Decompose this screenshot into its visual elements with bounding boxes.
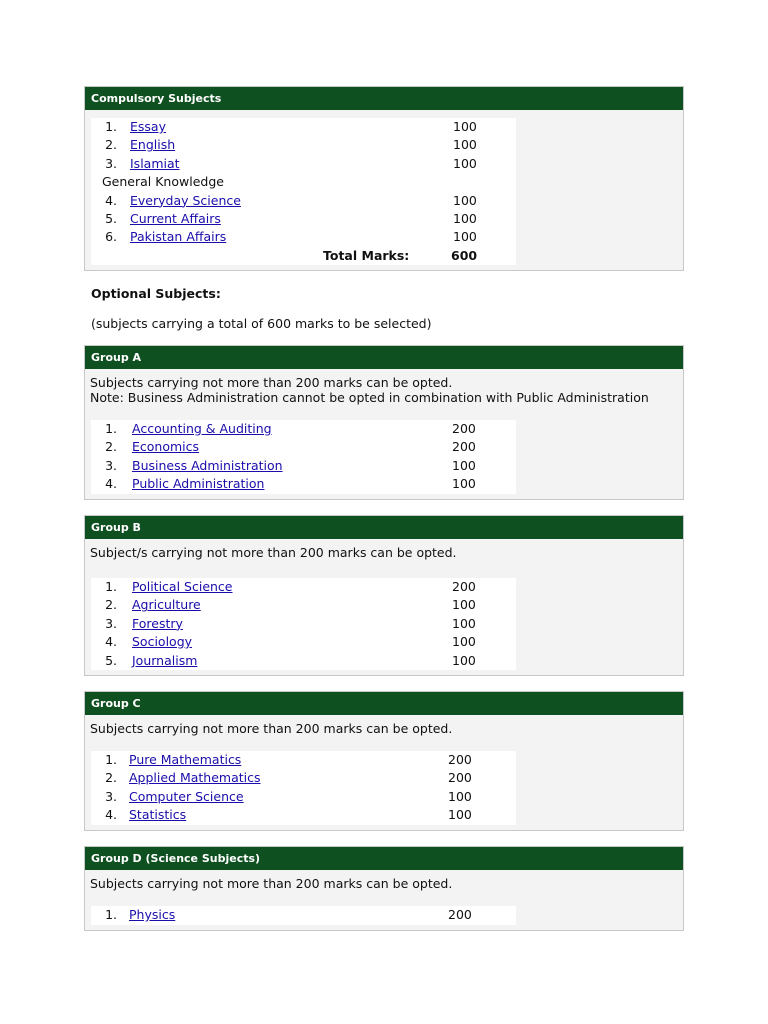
item-marks: 100 — [453, 192, 477, 208]
list-item — [91, 633, 516, 651]
item-marks: 100 — [452, 457, 476, 473]
group-b-note: Subject/s carrying not more than 200 marks can be opted. — [90, 545, 457, 560]
subject-link-sociology[interactable]: Sociology — [132, 634, 193, 650]
group-c-header: Group C — [85, 692, 683, 715]
subject-link-statistics[interactable]: Statistics — [129, 807, 187, 823]
compulsory-subjects-list — [91, 118, 516, 265]
item-marks: 100 — [452, 634, 476, 650]
subject-link-physics[interactable]: Physics — [129, 907, 176, 922]
group-a-panel — [84, 345, 684, 500]
list-item — [91, 192, 516, 210]
compulsory-subjects-panel — [84, 86, 684, 271]
group-c-list — [91, 751, 516, 825]
group-d-header: Group D (Science Subjects) — [85, 847, 683, 870]
item-number: 2. — [105, 439, 117, 455]
total-row — [91, 247, 516, 265]
item-number: 1. — [105, 752, 117, 767]
item-number: 5. — [105, 210, 117, 226]
group-b-panel — [84, 515, 684, 676]
subject-link-pure-mathematics[interactable]: Pure Mathematics — [129, 752, 242, 767]
list-item — [91, 210, 516, 228]
group-b-list — [91, 578, 516, 670]
subject-link-islamiat[interactable]: Islamiat — [130, 155, 180, 171]
general-knowledge-label: General Knowledge — [102, 174, 224, 190]
list-item — [91, 155, 516, 173]
group-d-list — [91, 906, 516, 925]
list-item — [91, 438, 516, 456]
item-marks: 200 — [452, 579, 476, 594]
group-d-panel — [84, 846, 684, 931]
subject-link-forestry[interactable]: Forestry — [132, 615, 183, 631]
item-number: 4. — [105, 192, 117, 208]
list-item — [91, 788, 516, 806]
subject-link-current-affairs[interactable]: Current Affairs — [130, 210, 221, 226]
list-item — [91, 615, 516, 633]
total-marks-value: 600 — [451, 247, 478, 263]
total-marks-label: Total Marks: — [323, 247, 410, 263]
list-item — [91, 136, 516, 154]
list-subheading — [91, 173, 516, 191]
item-marks: 100 — [453, 137, 477, 153]
list-item — [91, 906, 516, 924]
item-marks: 100 — [452, 476, 476, 492]
item-marks: 100 — [453, 119, 477, 134]
item-marks: 100 — [453, 210, 477, 226]
compulsory-subjects-header: Compulsory Subjects — [85, 87, 683, 110]
group-a-list — [91, 420, 516, 494]
optional-subjects-subheading: (subjects carrying a total of 600 marks to be selected) — [91, 316, 432, 331]
subject-link-english[interactable]: English — [130, 137, 176, 153]
subject-link-applied-mathematics[interactable]: Applied Mathematics — [129, 770, 261, 786]
optional-subjects-heading: Optional Subjects: — [91, 286, 221, 301]
item-marks: 200 — [448, 770, 472, 786]
subject-link-computer-science[interactable]: Computer Science — [129, 788, 244, 804]
subject-link-public-administration[interactable]: Public Administration — [132, 476, 265, 492]
list-item — [91, 420, 516, 438]
list-item — [91, 769, 516, 787]
item-marks: 200 — [448, 752, 472, 767]
subject-link-agriculture[interactable]: Agriculture — [132, 597, 201, 613]
item-marks: 100 — [453, 155, 477, 171]
item-number: 1. — [105, 421, 117, 436]
subject-link-economics[interactable]: Economics — [132, 439, 200, 455]
group-b-header: Group B — [85, 516, 683, 539]
item-number: 3. — [105, 615, 117, 631]
list-item — [91, 652, 516, 670]
item-number: 1. — [105, 907, 117, 922]
item-number: 2. — [105, 597, 117, 613]
subject-link-accounting-auditing[interactable]: Accounting & Auditing — [132, 421, 272, 436]
subject-link-everyday-science[interactable]: Everyday Science — [130, 192, 241, 208]
list-item — [91, 578, 516, 596]
subject-link-journalism[interactable]: Journalism — [132, 652, 198, 668]
list-item — [91, 118, 516, 136]
item-number: 1. — [105, 119, 117, 134]
item-number: 2. — [105, 770, 117, 786]
item-number: 4. — [105, 476, 117, 492]
group-c-panel — [84, 691, 684, 831]
item-number: 2. — [105, 137, 117, 153]
group-d-note: Subjects carrying not more than 200 marks can be opted. — [90, 876, 453, 891]
item-number: 5. — [105, 652, 117, 668]
item-marks: 200 — [448, 907, 472, 922]
item-marks: 100 — [448, 788, 472, 804]
item-number: 4. — [105, 634, 117, 650]
list-item — [91, 228, 516, 246]
item-marks: 100 — [452, 652, 476, 668]
group-a-header: Group A — [85, 346, 683, 369]
group-c-note: Subjects carrying not more than 200 marks can be opted. — [90, 721, 453, 736]
subject-link-essay[interactable]: Essay — [130, 119, 166, 134]
item-marks: 100 — [448, 807, 472, 823]
list-item — [91, 751, 516, 769]
list-item — [91, 457, 516, 475]
item-marks: 200 — [452, 421, 476, 436]
item-number: 3. — [105, 155, 117, 171]
item-marks: 100 — [453, 229, 477, 245]
item-number: 3. — [105, 457, 117, 473]
list-item — [91, 475, 516, 493]
group-a-note-2: Note: Business Administration cannot be opted in combination with Public Administration — [90, 390, 649, 405]
item-marks: 100 — [452, 615, 476, 631]
subject-link-political-science[interactable]: Political Science — [132, 579, 233, 594]
item-number: 3. — [105, 788, 117, 804]
item-marks: 200 — [452, 439, 476, 455]
item-marks: 100 — [452, 597, 476, 613]
item-number: 1. — [105, 579, 117, 594]
list-item — [91, 806, 516, 824]
subject-link-pakistan-affairs[interactable]: Pakistan Affairs — [130, 229, 227, 245]
item-number: 4. — [105, 807, 117, 823]
subject-link-business-administration[interactable]: Business Administration — [132, 457, 283, 473]
group-a-note-1: Subjects carrying not more than 200 marks can be opted. — [90, 375, 453, 390]
list-item — [91, 596, 516, 614]
item-number: 6. — [105, 229, 117, 245]
